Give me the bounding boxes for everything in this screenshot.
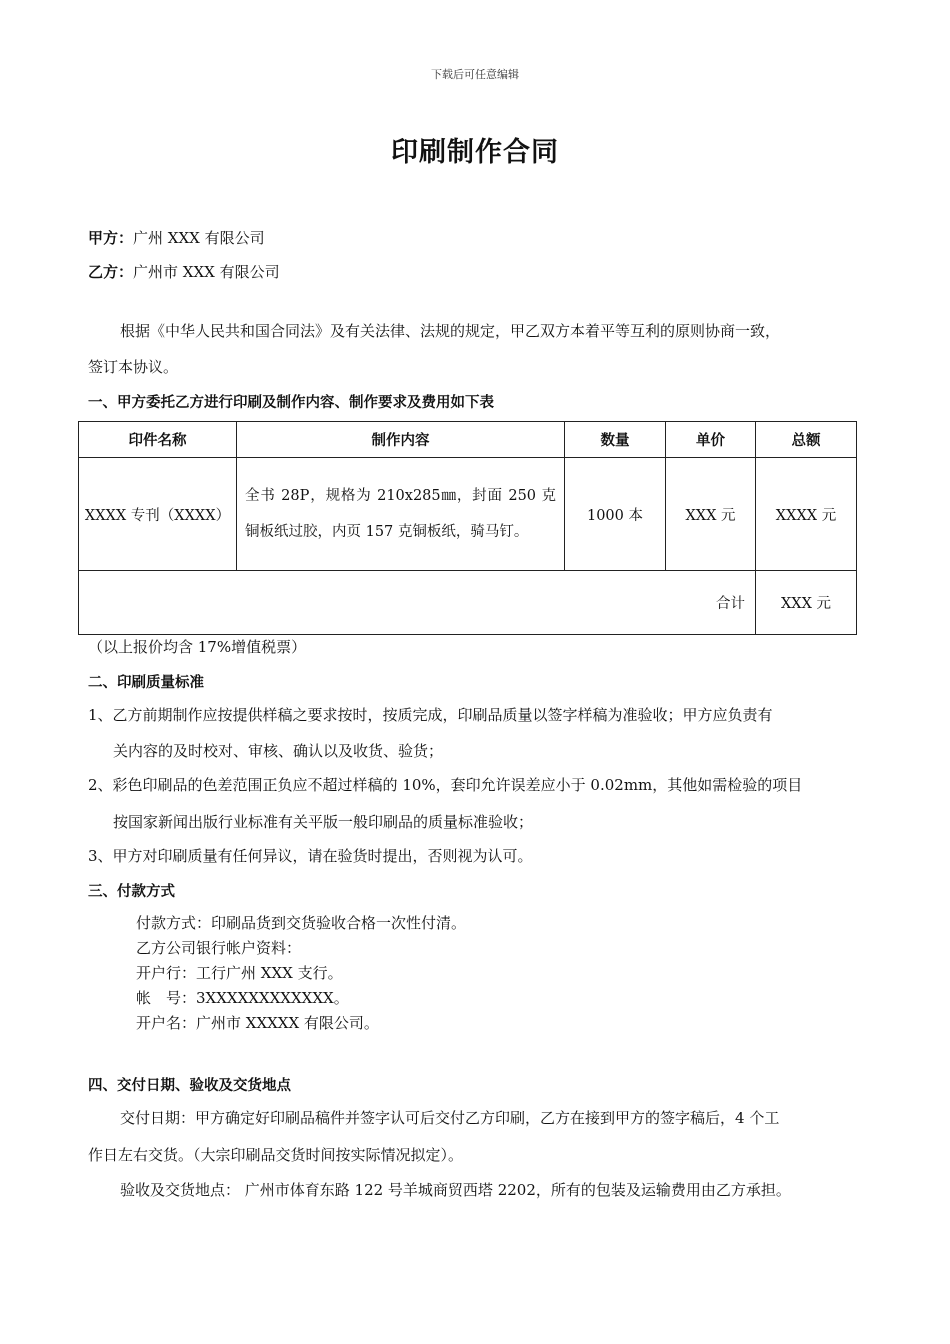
payment-method: 付款方式：印刷品货到交货验收合格一次性付清。 [136,914,467,932]
section-2-heading: 二、印刷质量标准 [88,675,204,691]
party-b [88,261,280,282]
party-a-label: 甲方： [88,229,134,247]
table-header-row [79,422,857,458]
delivery-location: 验收及交货地点： 广州市体育东路 122 号羊城商贸西塔 2202，所有的包装及运输费用由乙方承担。 [120,1181,791,1199]
quality-item-1-line-1: 1、乙方前期制作应按提供样稿之要求按时，按质完成，印刷品质量以签字样稿为准验收；甲方应负责有 [88,706,773,724]
quality-item-3: 3、甲方对印刷质量有任何异议，请在验货时提出，否则视为认可。 [88,847,533,865]
delivery-line-1: 交付日期：甲方确定好印刷品稿件并签字认可后交付乙方印刷，乙方在接到甲方的签字稿后，4 个工 [120,1109,780,1127]
cell-item-name: XXXX 专刊（XXXX） [79,458,237,571]
delivery-line-2: 作日左右交货。（大宗印刷品交货时间按实际情况拟定）。 [88,1146,464,1164]
header-amount: 总额 [756,422,857,458]
party-b-label: 乙方： [88,263,134,281]
party-a [88,227,265,248]
section-4-heading: 四、交付日期、验收及交货地点 [88,1078,291,1094]
bank-account: 帐 号：3XXXXXXXXXXXX。 [136,989,349,1007]
quality-item-2-line-2: 按国家新闻出版行业标准有关平版一般印刷品的质量标准验收； [113,813,534,831]
table-row [79,458,857,571]
preamble-line-2: 签订本协议。 [88,358,179,376]
table-total-row [79,571,857,635]
price-table [78,421,857,635]
header-content: 制作内容 [237,422,565,458]
quality-item-1-line-2: 关内容的及时校对、审核、确认以及收货、验货； [113,742,444,760]
bank-name: 开户行：工行广州 XXX 支行。 [136,964,343,982]
cell-content: 全书 28P，规格为 210x285㎜，封面 250 克铜板纸过胶，内页 157 克铜板纸，骑马钉。 [237,458,565,571]
account-holder: 开户名：广州市 XXXXX 有限公司。 [136,1014,379,1032]
quality-item-2-line-1: 2、彩色印刷品的色差范围正负应不超过样稿的 10%，套印允许误差应小于 0.02mm，其他如需检验的项目 [88,776,803,794]
header-quantity: 数量 [565,422,666,458]
preamble-line-1: 根据《中华人民共和国合同法》及有关法律、法规的规定，甲乙双方本着平等互利的原则协商一致， [120,322,781,340]
header-item-name: 印件名称 [79,422,237,458]
cell-amount: XXXX 元 [756,458,857,571]
total-label: 合计 [79,571,756,635]
section-1-heading: 一、甲方委托乙方进行印刷及制作内容、制作要求及费用如下表 [88,395,494,411]
section-3-heading: 三、付款方式 [88,884,175,900]
cell-quantity: 1000 本 [565,458,666,571]
contract-title: 印刷制作合同 [391,137,559,168]
bank-info-title: 乙方公司银行帐户资料： [136,939,302,957]
header-unit-price: 单价 [666,422,756,458]
party-b-value: 广州市 XXX 有限公司 [133,263,280,281]
total-value: XXX 元 [756,571,857,635]
header-note: 下载后可任意编辑 [431,68,519,81]
party-a-value: 广州 XXX 有限公司 [133,229,265,247]
cell-unit-price: XXX 元 [666,458,756,571]
tax-note: （以上报价均含 17%增值税票） [88,638,307,656]
